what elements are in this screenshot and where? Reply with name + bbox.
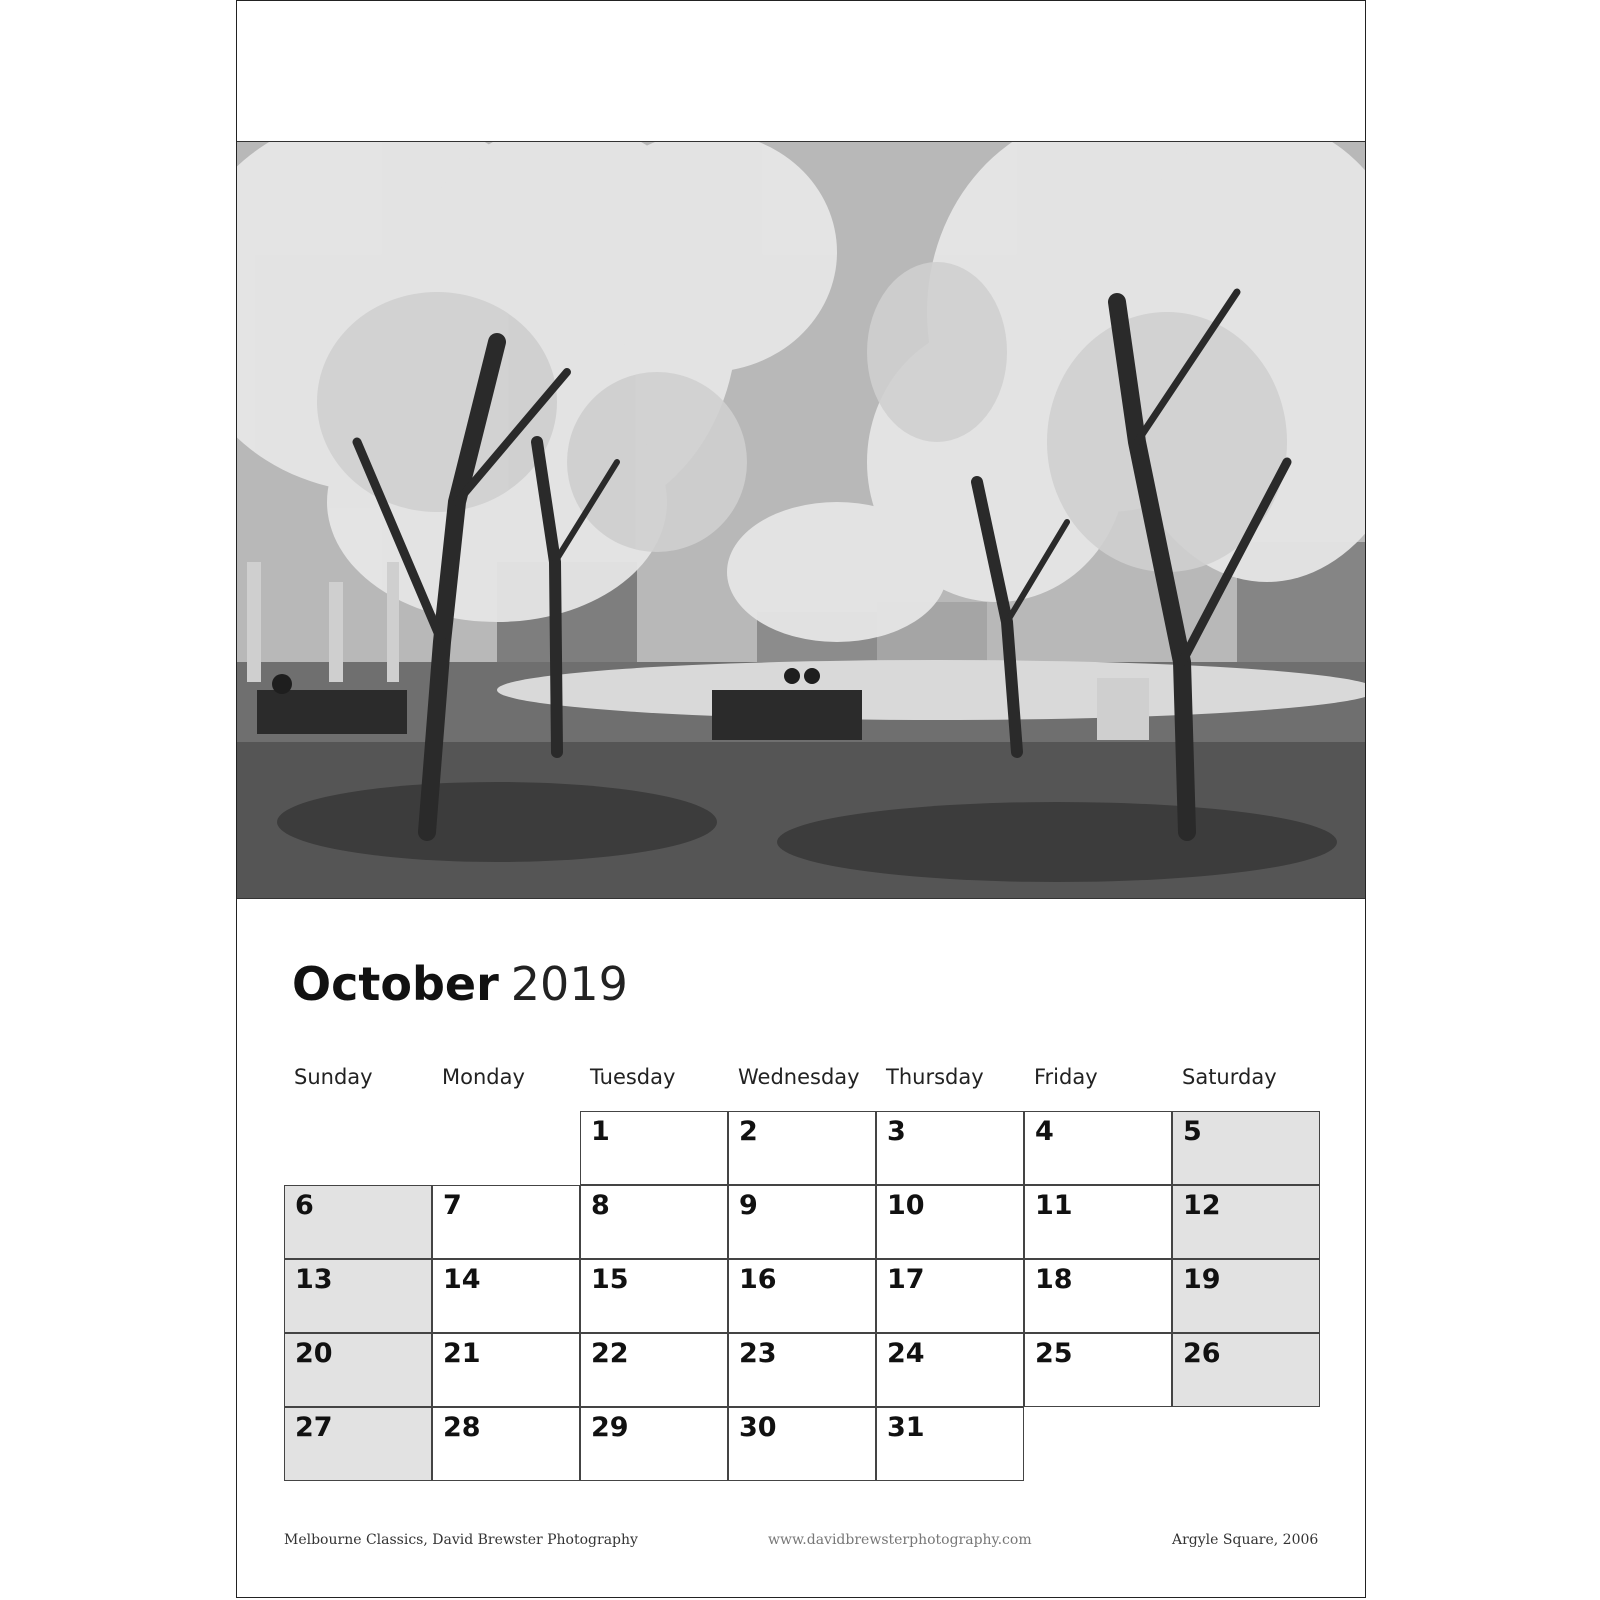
day-number: 31 (887, 1412, 925, 1443)
month-title (292, 957, 628, 1011)
day-number: 5 (1183, 1116, 1202, 1147)
park-photo (237, 141, 1365, 899)
day-cell (1172, 1111, 1320, 1185)
day-number: 23 (739, 1338, 777, 1369)
day-cell (580, 1407, 728, 1481)
day-number: 10 (887, 1190, 925, 1221)
day-cell (432, 1259, 580, 1333)
day-cell (1024, 1259, 1172, 1333)
weekday-monday: Monday (442, 1065, 525, 1089)
footer-collection-credit: Melbourne Classics, David Brewster Photography (284, 1532, 638, 1548)
day-number: 14 (443, 1264, 481, 1295)
day-number: 6 (295, 1190, 314, 1221)
day-number: 30 (739, 1412, 777, 1443)
weekday-tuesday: Tuesday (590, 1065, 676, 1089)
day-number: 25 (1035, 1338, 1073, 1369)
day-number: 12 (1183, 1190, 1221, 1221)
day-cell (580, 1111, 728, 1185)
day-cell (876, 1185, 1024, 1259)
day-number: 15 (591, 1264, 629, 1295)
day-cell (728, 1407, 876, 1481)
day-number: 28 (443, 1412, 481, 1443)
day-number: 20 (295, 1338, 333, 1369)
day-cell (580, 1259, 728, 1333)
day-number: 22 (591, 1338, 629, 1369)
day-cell (284, 1259, 432, 1333)
day-cell (728, 1185, 876, 1259)
weekday-sunday: Sunday (294, 1065, 373, 1089)
day-number: 8 (591, 1190, 610, 1221)
month-name: October (292, 957, 499, 1011)
day-number: 9 (739, 1190, 758, 1221)
day-number: 27 (295, 1412, 333, 1443)
day-cell (1172, 1259, 1320, 1333)
footer-website: www.davidbrewsterphotography.com (768, 1532, 1032, 1548)
weekday-wednesday: Wednesday (738, 1065, 860, 1089)
day-cell (728, 1111, 876, 1185)
day-cell (1024, 1185, 1172, 1259)
day-cell (1172, 1185, 1320, 1259)
day-number: 24 (887, 1338, 925, 1369)
day-cell (1024, 1111, 1172, 1185)
day-cell (876, 1259, 1024, 1333)
day-number: 2 (739, 1116, 758, 1147)
day-number: 13 (295, 1264, 333, 1295)
day-cell (728, 1333, 876, 1407)
day-number: 17 (887, 1264, 925, 1295)
weekday-saturday: Saturday (1182, 1065, 1277, 1089)
weekday-friday: Friday (1034, 1065, 1098, 1089)
day-cell (876, 1333, 1024, 1407)
day-number: 4 (1035, 1116, 1054, 1147)
day-cell (876, 1407, 1024, 1481)
day-cell (580, 1333, 728, 1407)
day-cell (876, 1111, 1024, 1185)
day-grid (284, 1111, 1320, 1481)
day-cell (284, 1185, 432, 1259)
day-number: 21 (443, 1338, 481, 1369)
park-photo-illustration (237, 142, 1365, 898)
day-number: 7 (443, 1190, 462, 1221)
day-number: 3 (887, 1116, 906, 1147)
day-number: 11 (1035, 1190, 1073, 1221)
day-cell (580, 1185, 728, 1259)
weekday-thursday: Thursday (886, 1065, 984, 1089)
year-label: 2019 (510, 957, 628, 1011)
day-number: 18 (1035, 1264, 1073, 1295)
weekday-header-row (284, 1065, 1320, 1095)
day-cell (432, 1185, 580, 1259)
day-number: 19 (1183, 1264, 1221, 1295)
day-cell (1172, 1333, 1320, 1407)
day-number: 16 (739, 1264, 777, 1295)
calendar-page (236, 0, 1366, 1598)
day-number: 1 (591, 1116, 610, 1147)
day-cell (432, 1407, 580, 1481)
day-cell (728, 1259, 876, 1333)
day-cell (432, 1333, 580, 1407)
day-number: 29 (591, 1412, 629, 1443)
day-number: 26 (1183, 1338, 1221, 1369)
day-cell (1024, 1333, 1172, 1407)
day-cell (284, 1407, 432, 1481)
footer-photo-caption: Argyle Square, 2006 (1172, 1532, 1319, 1548)
day-cell (284, 1333, 432, 1407)
